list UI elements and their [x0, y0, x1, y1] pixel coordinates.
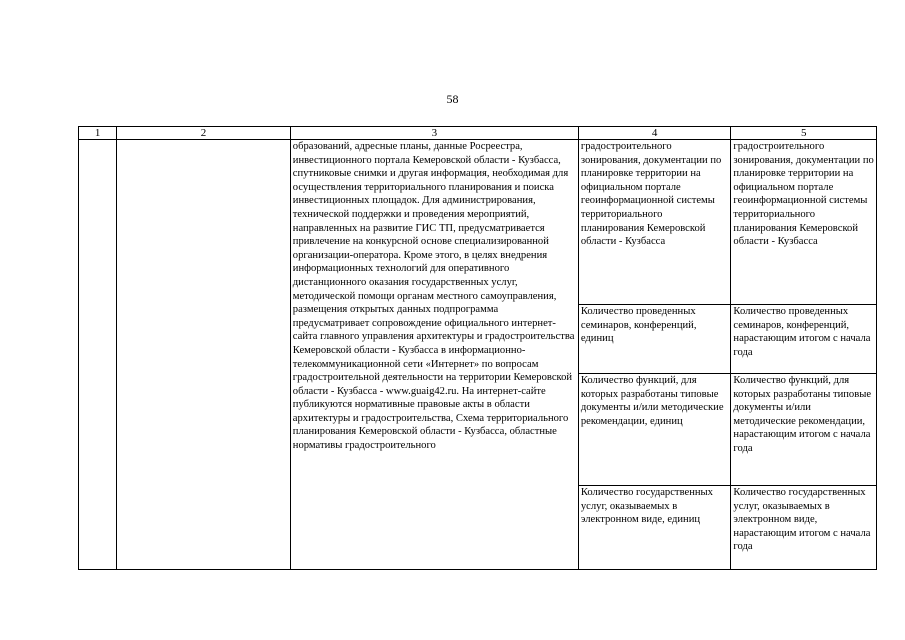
column-header-5: 5 [731, 127, 877, 140]
description-text: образований, адресные планы, данные Росреестра, инвестиционного портала Кемеровской области - Кузбасса, спутниковые снимки и другая информация, необходимая для осуществления территориального планирования и поиска инвестиционных площадок. Для администрирования, технической поддержки и проведения мероприятий, направленных на развитие ГИС ТП, предусматривается привлечение на конкурсной основе специализированной организации-оператора. Кроме этого, в целях внедрения информационных технологий для оперативного дистанционного оказания государственных услуг, методической помощи органам местного самоуправления, размещения открытых данных подпрограмма предусматривает сопровождение официального интернет-сайта главного управления архитектуры и градостроительства Кемеровской области - Кузбасса в информационно-телекоммуникационной сети «Интернет» по вопросам градостроительной деятельности на территории Кемеровской области - Кузбасса - www.guaig42.ru. На интернет-сайте публикуются нормативные правовые акты в области архитектуры и градостроительства, Схема территориального планирования Кемеровской области - Кузбасса, областные нормативы градостроительного [292, 141, 575, 452]
indicator-cumulative-text: Количество функций, для которых разработаны типовые документы и/или методические рекомендации, нарастающим итогом с начала года [733, 375, 872, 454]
table-cell-col2 [117, 140, 291, 570]
column-header-4: 4 [578, 127, 731, 140]
table-cell-indicator-cumulative [731, 305, 877, 374]
page-number: 58 [446, 92, 459, 106]
indicator-text: Количество функций, для которых разработаны типовые документы и/или методические рекомендации, единиц [580, 375, 724, 427]
program-table [78, 126, 877, 570]
indicator-text: Количество проведенных семинаров, конференций, единиц [580, 306, 697, 345]
table-cell-indicator [578, 140, 731, 305]
column-number-row [79, 127, 877, 140]
column-header-2: 2 [117, 127, 291, 140]
column-header-3: 3 [290, 127, 578, 140]
indicator-cumulative-text: градостроительного зонирования, документации по планировке территории на официальном портале геоинформационной системы территориального планирования Кемеровской области - Кузбасса [733, 141, 874, 248]
table-cell-indicator [578, 486, 731, 570]
table-cell-col1 [79, 140, 117, 570]
table-cell-indicator-cumulative [731, 140, 877, 305]
indicator-text: Количество государственных услуг, оказываемых в электронном виде, единиц [580, 487, 713, 526]
indicator-text: градостроительного зонирования, документации по планировке территории на официальном портале геоинформационной системы территориального планирования Кемеровской области - Кузбасса [580, 141, 722, 248]
table-row [79, 140, 877, 305]
table-cell-description [290, 140, 578, 570]
column-header-1: 1 [79, 127, 117, 140]
indicator-cumulative-text: Количество государственных услуг, оказываемых в электронном виде, нарастающим итогом с начала года [733, 487, 871, 553]
table-cell-indicator [578, 374, 731, 486]
table-cell-indicator-cumulative [731, 486, 877, 570]
table-cell-indicator [578, 305, 731, 374]
table-cell-indicator-cumulative [731, 374, 877, 486]
indicator-cumulative-text: Количество проведенных семинаров, конференций, нарастающим итогом с начала года [733, 306, 871, 358]
